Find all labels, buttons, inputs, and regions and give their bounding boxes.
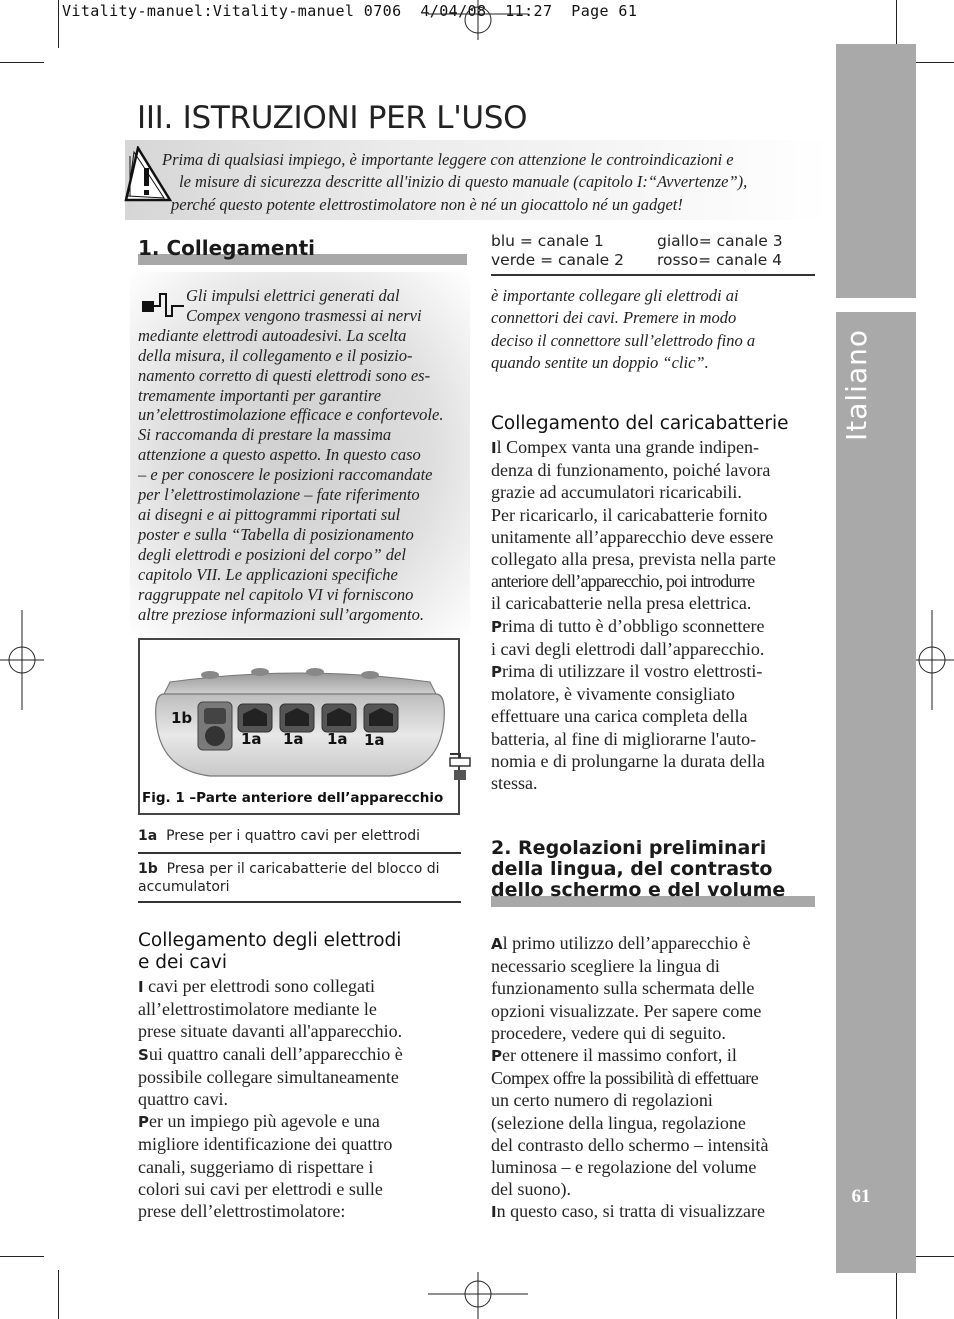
port-label-1a: 1a <box>327 730 348 748</box>
device-front-illustration <box>150 660 450 785</box>
legend-item: 1a Prese per i quattro cavi per elettrodi <box>138 828 421 844</box>
registration-mark-icon <box>0 610 44 710</box>
port-label-1a: 1a <box>241 730 262 748</box>
language-tab-label: Italiano <box>839 329 873 441</box>
charger-body: Il Compex vanta una grande indipen- denza di funzionamento, poiché lavora grazie ad accumulatori ricaricabili. Per ricaricarlo, il caricabatterie fornito unitamente all’apparecchio deve essere collegato alla presa, prevista nella parte anteriore dell’apparecchio, poi introdurre il caricabatterie nella presa elettrica. Prima di tutto è d’obbligo sconnettere i cavi degli elettrodi dall’apparecchio. Prima di utilizzare il vostro elettrosti- molatore, è vivamente consigliato effettuare una carica completa della batteria, al fine di migliorarne l'auto- nomia e di prolungarne la durata della stessa. <box>491 437 776 794</box>
info-note-text: Gli impulsi elettrici generati dal Compex vengono trasmessi ai nervi mediante elettrodi autoadesivi. La scelta della misura, il collegamento e il posizio- namento corretto di questi elettrodi sono es- tremamente importanti per garantire un’elettrostimolazione efficace e confortevole. Si raccomanda di prestare la massima attenzione a questo aspetto. In questo caso – e per conoscere le posizioni raccomandate per l’elettrostimolazione – fate riferimento ai disegni e ai pittogrammi riportati sul poster e sulla “Tabella di posizionamento degli elettrodi e posizioni del corpo” del capitolo VII. Le applicazioni specifiche raggruppate nel capitolo VI vi forniscono altre preziose informazioni sull’argomento. <box>138 286 444 624</box>
channel-note: è importante collegare gli elettrodi ai connettori dei cavi. Premere in modo deciso il connettore sull’elettrodo fino a quando sentite un doppio “clic”. <box>491 286 756 373</box>
registration-mark-icon <box>428 1272 528 1319</box>
side-tab <box>836 44 916 1273</box>
port-label-1b: 1b <box>171 709 193 727</box>
registration-mark-icon <box>428 0 528 48</box>
port-label-1a: 1a <box>283 730 304 748</box>
charger-plug-icon <box>448 740 472 784</box>
section-heading: 2. Regolazioni preliminari della lingua, del contrasto dello schermo e del volume <box>491 837 786 901</box>
warning-text: Prima di qualsiasi impiego, è importante leggere con attenzione le controindicazioni e le misure di sicurezza descritte all'inizio di questo manuale (capitolo I:“Avvertenze”), perché questo potente elettrostimolatore non è né un giocattolo né un gadget! <box>162 150 748 214</box>
figure-caption: Fig. 1 –Parte anteriore dell’apparecchio <box>142 790 444 806</box>
subsection-heading: Collegamento del caricabatterie <box>491 413 789 434</box>
channel-cell: verde = canale 2 <box>491 251 624 269</box>
side-tab-divider <box>836 298 916 312</box>
page-title: III. ISTRUZIONI PER L'USO <box>137 100 528 136</box>
subsection-heading: Collegamento degli elettrodi e dei cavi <box>138 930 402 973</box>
channel-table-divider <box>491 274 815 276</box>
channel-cell: rosso= canale 4 <box>657 251 783 269</box>
port-label-1a: 1a <box>364 731 385 749</box>
legend-divider <box>138 852 461 854</box>
legend-divider <box>138 901 461 903</box>
page-number: 61 <box>851 1186 871 1207</box>
legend-item: 1b Presa per il caricabatterie del blocco di accumulatori <box>138 861 440 895</box>
section-heading: 1. Collegamenti <box>138 236 316 260</box>
channel-cell: blu = canale 1 <box>491 232 604 250</box>
settings-body: Al primo utilizzo dell’apparecchio è necessario scegliere la lingua di funzionamento sulla schermata delle opzioni visualizzate. Per sapere come procedere, vedere qui di seguito. Per ottenere il massimo confort, il Compex offre la possibilità di effettuare un certo numero di regolazioni (selezione della lingua, regolazione del contrasto dello schermo – intensità luminosa – e regolazione del volume del suono). In questo caso, si tratta di visualizzare <box>491 933 769 1222</box>
electrodes-body: I cavi per elettrodi sono collegati all’elettrostimolatore mediante le prese situate davanti all'apparecchio. Sui quattro canali dell’apparecchio è possibile collegare simultaneamente quattro cavi. Per un impiego più agevole e una migliore identificazione dei quattro canali, suggeriamo di rispettare i colori sui cavi per elettrodi e sulle prese dell’elettrostimolatore: <box>138 976 403 1222</box>
print-header: Vitality-manuel:Vitality-manuel 0706 4/04/08 11:27 Page 61 <box>62 2 638 20</box>
device-figure <box>138 638 460 815</box>
registration-mark-icon <box>910 610 954 710</box>
channel-cell: giallo= canale 3 <box>657 232 783 250</box>
